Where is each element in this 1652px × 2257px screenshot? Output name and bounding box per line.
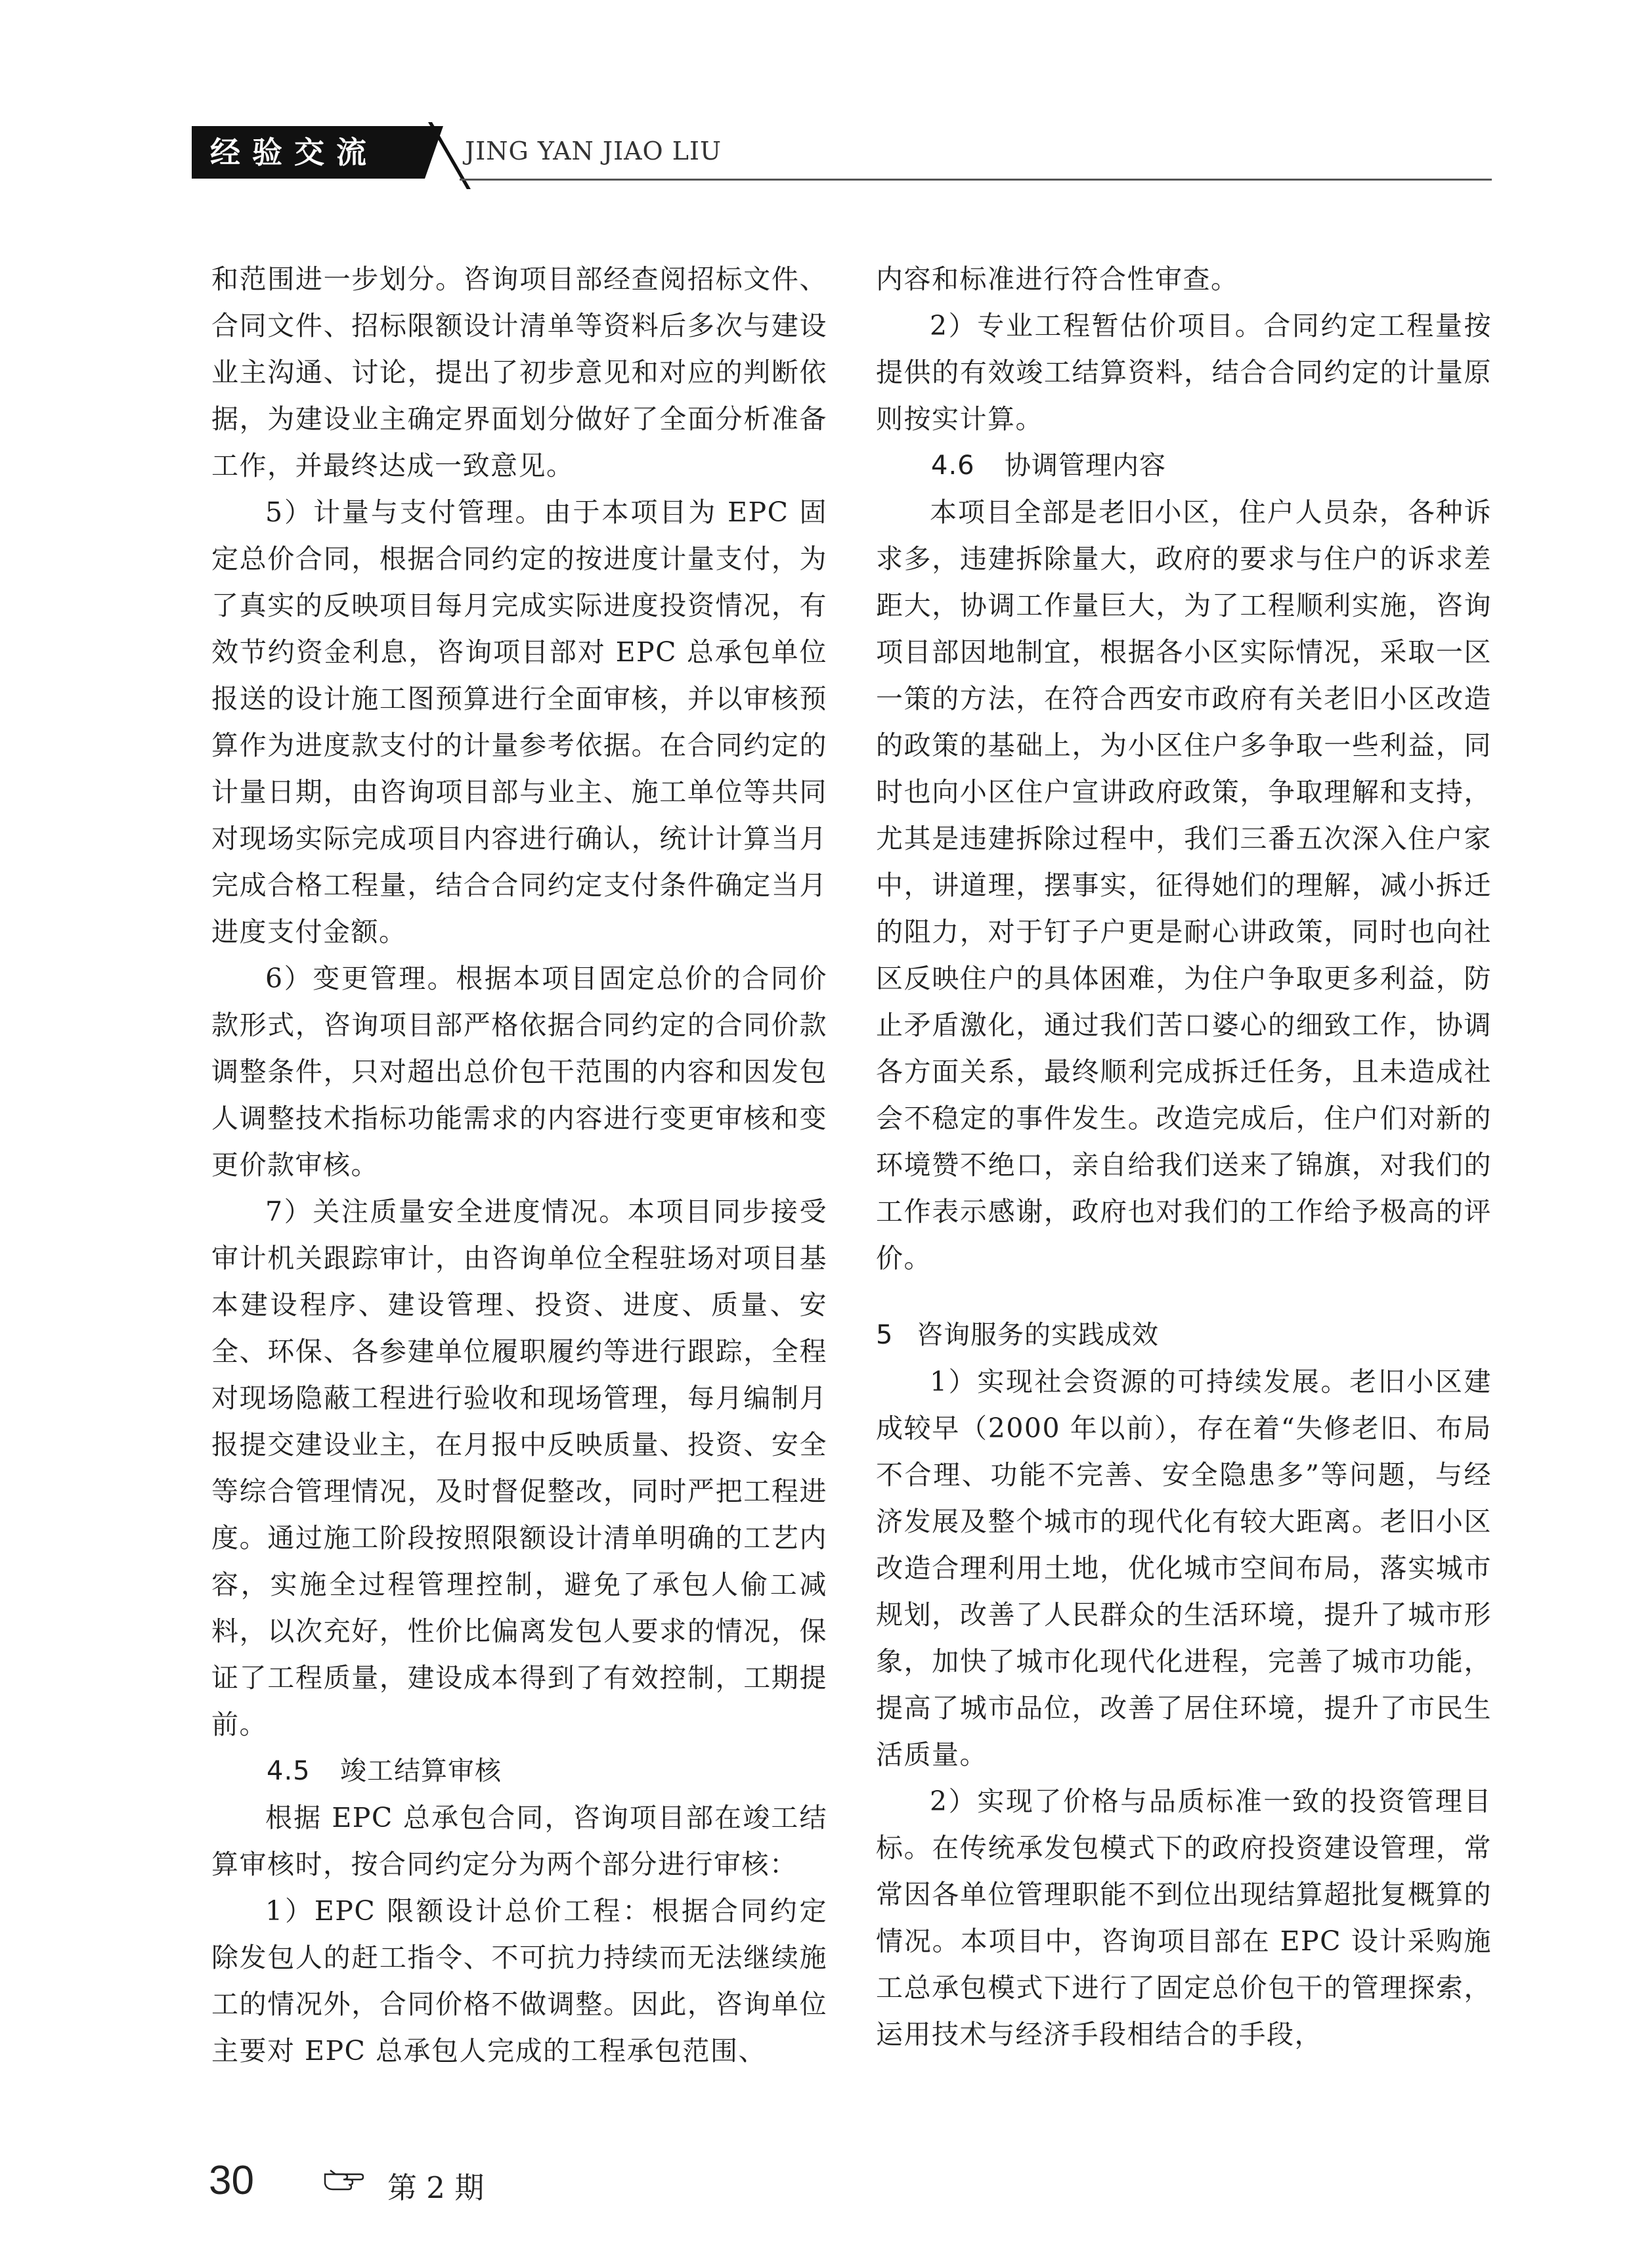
pointing-hand-icon bbox=[324, 2166, 364, 2193]
section-badge: 经验交流 bbox=[192, 126, 425, 179]
section-number: 4.5 bbox=[267, 1756, 311, 1786]
section-title: 竣工结算审核 bbox=[340, 1756, 502, 1786]
header-rule bbox=[460, 179, 1492, 181]
paragraph: 本项目全部是老旧小区，住户人员杂，各种诉求多，违建拆除量大，政府的要求与住户的诉求差距大，协调工作量巨大，为了工程顺利实施，咨询项目部因地制宜，根据各小区实际情况，采取一区一策的方法，在符合西安市政府有关老旧小区改造的政策的基础上，为小区住户多争取一些利益，同时也向小区住户宣讲政府政策，争取理解和支持，尤其是违建拆除过程中，我们三番五次深入住户家中，讲道理，摆事实，征得她们的理解，减小拆迁的阻力，对于钉子户更是耐心讲政策，同时也向社区反映住户的具体困难，为住户争取更多利益，防止矛盾激化，通过我们苦口婆心的细致工作，协调各方面关系，最终顺利完成拆迁任务，且未造成社会不稳定的事件发生。改造完成后，住户们对新的环境赞不绝口，亲自给我们送来了锦旗，对我们的工作表示感谢，政府也对我们的工作给予极高的评价。 bbox=[876, 496, 1492, 1274]
section-title-english: JING YAN JIAO LIU bbox=[465, 137, 722, 165]
section-number: 5 bbox=[876, 1320, 894, 1350]
issue-label: 第 2 期 bbox=[387, 2170, 485, 2205]
right-column bbox=[876, 256, 1492, 2058]
section-heading-4-6 bbox=[876, 443, 1492, 489]
section-title: 咨询服务的实践成效 bbox=[917, 1320, 1159, 1350]
paragraph: 7）关注质量安全进度情况。本项目同步接受审计机关跟踪审计，由咨询单位全程驻场对项目基本建设程序、建设管理、投资、进度、质量、安全、环保、各参建单位履职履约等进行跟踪，全程对现场隐蔽工程进行验收和现场管理，每月编制月报提交建设业主，在月报中反映质量、投资、安全等综合管理情况，及时督促整改，同时严把工程进度。通过施工阶段按照限额设计清单明确的工艺内容，实施全过程管理控制，避免了承包人偷工减料，以次充好，性价比偏离发包人要求的情况，保证了工程质量，建设成本得到了有效控制，工期提前。 bbox=[211, 1196, 827, 1740]
section-title: 协调管理内容 bbox=[1005, 450, 1166, 481]
paragraph: 1）实现社会资源的可持续发展。老旧小区建成较早（2000 年以前），存在着“失修老旧、布局不合理、功能不完善、安全隐患多”等问题，与经济发展及整个城市的现代化有较大距离。老旧小区改造合理利用土地，优化城市空间布局，落实城市规划，改善了人民群众的生活环境，提升了城市形象，加快了城市化现代化进程，完善了城市功能，提高了城市品位，改善了居住环境，提升了市民生活质量。 bbox=[876, 1366, 1492, 1770]
paragraph: 根据 EPC 总承包合同，咨询项目部在竣工结算审核时，按合同约定分为两个部分进行审核： bbox=[211, 1802, 827, 1880]
paragraph: 5）计量与支付管理。由于本项目为 EPC 固定总价合同，根据合同约定的按进度计量支付，为了真实的反映项目每月完成实际进度投资情况，有效节约资金利息，咨询项目部对 EPC 总承包单位报送的设计施工图预算进行全面审核，并以审核预算作为进度款支付的计量参考依据。在合同约定的计量日期，由咨询项目部与业主、施工单位等共同对现场实际完成项目内容进行确认，统计计算当月完成合格工程量，结合合同约定支付条件确定当月进度支付金额。 bbox=[211, 496, 827, 948]
paragraph: 2）专业工程暂估价项目。合同约定工程量按提供的有效竣工结算资料，结合合同约定的计量原则按实计算。 bbox=[876, 310, 1492, 435]
section-number: 4.6 bbox=[931, 450, 975, 481]
page-header bbox=[0, 0, 1652, 197]
paragraph: 内容和标准进行符合性审查。 bbox=[876, 263, 1239, 295]
section-heading-4-5 bbox=[211, 1748, 827, 1795]
paragraph: 2）实现了价格与品质标准一致的投资管理目标。在传统承发包模式下的政府投资建设管理，常常因各单位管理职能不到位出现结算超批复概算的情况。本项目中，咨询项目部在 EPC 设计采购施工总承包模式下进行了固定总价包干的管理探索，运用技术与经济手段相结合的手段， bbox=[876, 1786, 1492, 2050]
badge-edge-decoration bbox=[425, 126, 443, 179]
section-heading-5 bbox=[876, 1312, 1492, 1359]
page-number: 30 bbox=[209, 2158, 254, 2203]
paragraph: 6）变更管理。根据本项目固定总价的合同价款形式，咨询项目部严格依据合同约定的合同价款调整条件，只对超出总价包干范围的内容和因发包人调整技术指标功能需求的内容进行变更审核和变更价款审核。 bbox=[211, 963, 827, 1181]
paragraph: 1）EPC 限额设计总价工程：根据合同约定除发包人的赶工指令、不可抗力持续而无法继续施工的情况外，合同价格不做调整。因此，咨询单位主要对 EPC 总承包人完成的工程承包范围、 bbox=[211, 1895, 827, 2067]
left-column bbox=[211, 256, 827, 2074]
paragraph: 和范围进一步划分。咨询项目部经查阅招标文件、合同文件、招标限额设计清单等资料后多次与建设业主沟通、讨论，提出了初步意见和对应的判断依据，为建设业主确定界面划分做好了全面分析准备工作，并最终达成一致意见。 bbox=[211, 263, 827, 481]
